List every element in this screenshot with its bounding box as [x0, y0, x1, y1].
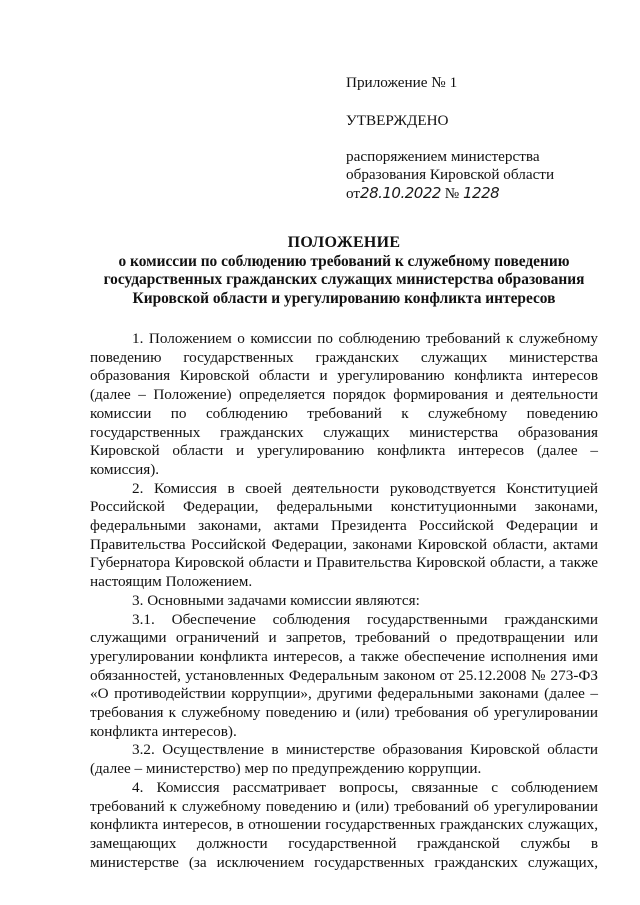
appendix-label: Приложение № 1 [346, 74, 458, 91]
paragraph-1: 1. Положением о комиссии по соблюдению требований к служебному поведению государственных гражданских служащих министерства образования Кировской области и урегулированию конфликта интересов (далее – Положение) определяется порядок формирования и деятельности комиссии по соблюдению требований к служебному поведению государственных гражданских служащих министерства образования Кировской области и урегулированию конфликта интересов (далее – комиссия). [90, 330, 598, 478]
paragraph-3-2: 3.2. Осуществление в министерстве образования Кировской области (далее – министерство) мер по предупреждению коррупции. [90, 741, 598, 778]
order-date-line [346, 184, 586, 203]
title-main: ПОЛОЖЕНИЕ [287, 234, 401, 251]
handwritten-date: 28.10.2022 [360, 184, 441, 202]
order-line-1: распоряжением министерства [346, 148, 540, 165]
document-body [90, 330, 598, 872]
title-line-1: о комиссии по соблюдению требований к служебному поведению [118, 252, 570, 270]
title-line-2: государственных гражданских служащих министерства образования [103, 271, 585, 289]
paragraph-3-1: 3.1. Обеспечение соблюдения государственными гражданскими служащими ограничений и запретов, требований о предотвращении или урегулировании конфликта интересов, а также обеспечение исполнения ими обязанностей, установленных Федеральным законом от 25.12.2008 № 273-ФЗ «О противодействии коррупции», другими федеральными законами (далее – требования к служебному поведению и (или) требования об урегулировании конфликта интересов). [90, 610, 598, 740]
approved-label: УТВЕРЖДЕНО [346, 112, 449, 129]
approval-header [346, 74, 586, 203]
paragraph-2: 2. Комиссия в своей деятельности руководствуется Конституцией Российской Федерации, федеральными конституционными законами, федеральными законами, актами Президента Российской Федерации и Правительства Российской Федерации, законами Кировской области, актами Губернатора Кировской области и Правительства Кировской области, а также настоящим Положением. [90, 479, 598, 591]
handwritten-number: 1228 [463, 184, 500, 202]
title-line-3: Кировской области и урегулированию конфликта интересов [132, 289, 556, 307]
document-title [90, 234, 598, 308]
order-line-2: образования Кировской области [346, 166, 555, 183]
paragraph-3: 3. Основными задачами комиссии являются: [132, 591, 420, 609]
date-prefix: от [346, 185, 361, 202]
paragraph-4: 4. Комиссия рассматривает вопросы, связанные с соблюдением требований к служебному поведению и (или) требований об урегулировании конфликта интересов, в отношении государственных гражданских служащих, замещающих должности государственной гражданской службы в министерстве (за исключением государственных гражданских служащих, [90, 778, 598, 871]
number-prefix: № [444, 185, 460, 202]
